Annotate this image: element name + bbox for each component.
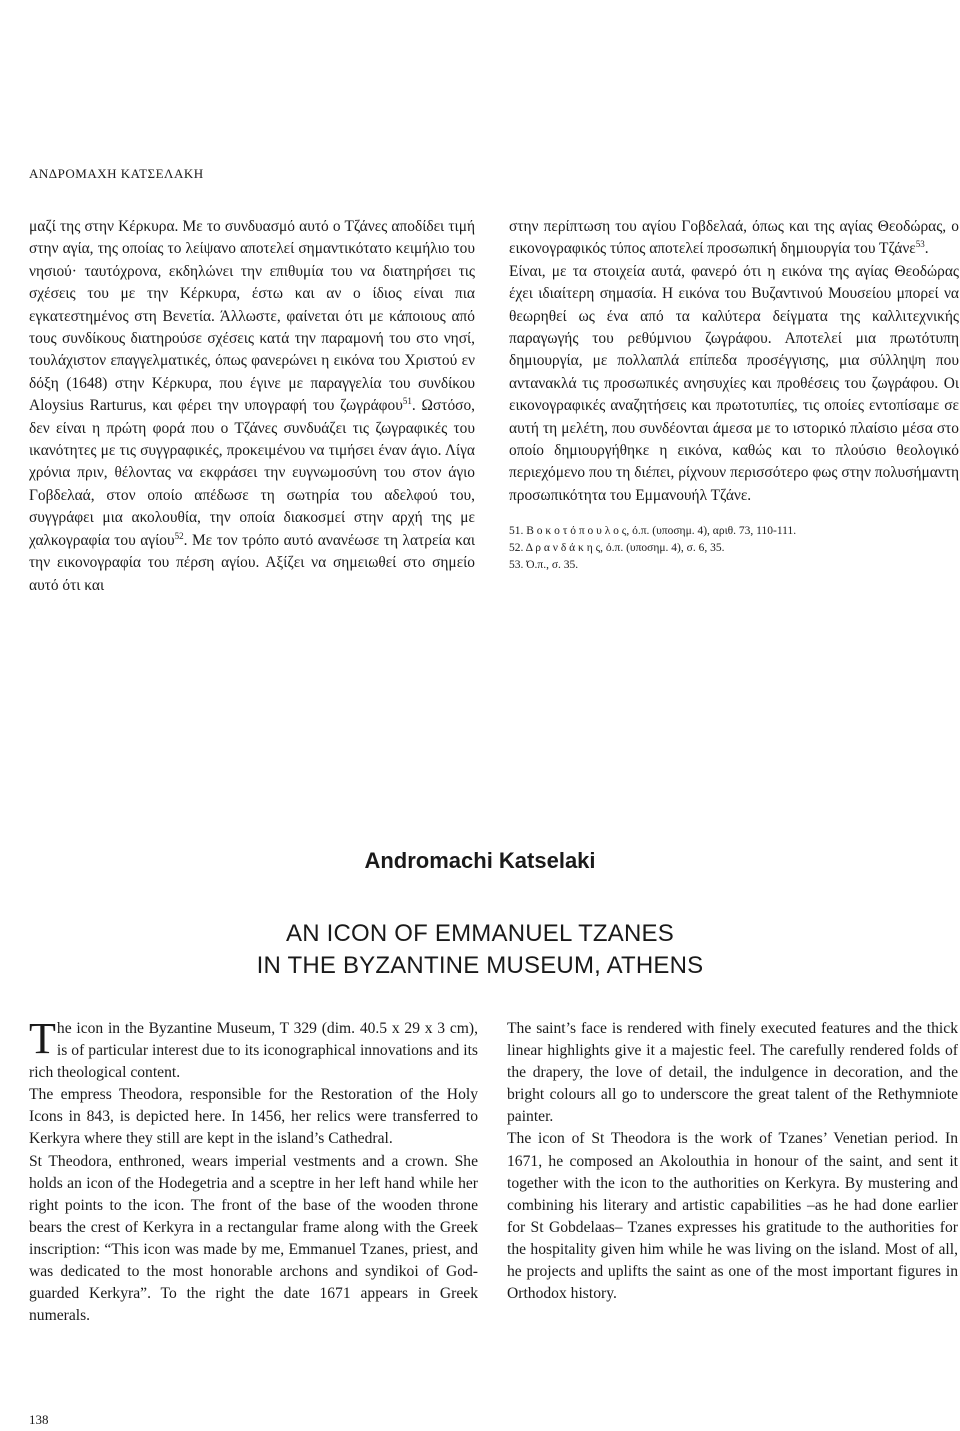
footnote-51: 51. Β ο κ ο τ ό π ο υ λ ο ς, ό.π. (υποσημ. 4), αριθ. 73, 110-111. <box>509 525 797 538</box>
greek-text-segment: στην περίπτωση του αγίου Γοβδελαά, όπως και της αγίας Θεοδώρας, ο εικονογραφικός τύπος αποτελεί προσωπική δημιουργία του Τζάνε <box>509 218 959 258</box>
english-paragraph: The icon of St Theodora is the work of Tzanes’ Venetian period. In 1671, he composed an Akolouthia in honour of the saint, and sent it together with the icon to the authorities on Kerkyra. By mustering and combining his literary and artistic capabilities –as he had done earlier for St Gobdelaas– Tzanes expresses his gratitude to the authorities for the hospitality given him while he was living on the island. Most of all, he projects and uplifts the saint as one of the most important figures in Orthodox history. <box>507 1130 958 1303</box>
english-paragraph: St Theodora, enthroned, wears imperial vestments and a crown. She holds an icon of the Hodegetria and a sceptre in her left hand while her right points to the icon. The front of the base of the wooden throne bears the crest of Kerkyra in a rectangular frame along with the Greek inscription: “This icon was made by me, Emmanuel Tzanes, priest, and was dedicated to the most honorable archons and syndikoi of God-guarded Kerkyra”. To the right the date 1671 appears in Greek numerals. <box>29 1152 478 1325</box>
page-number: 138 <box>29 1412 49 1427</box>
footnote-ref-52: 52 <box>174 530 184 541</box>
greek-text-segment: . Ωστόσο, δεν είναι η πρώτη φορά που ο Τζάνες συνδυάζει τις ζωγραφικές του ικανότητες με τις συγγραφικές, προκειμένου να τιμήσει έναν άγιο. Λίγα χρόνια πριν, θέλοντας να εκφράσει την ευγνωμοσύνη του στον άγιο Γοβδελαά, στον οποίο απέδωσε τη σωτηρία του αδελφού του, συγγράφει μια ακολουθία, την οποία διακοσμεί στην αρχή της με χαλκογραφία του αγίου <box>29 397 475 549</box>
greek-paragraph: Είναι, με τα στοιχεία αυτά, φανερό ότι η εικόνα της αγίας Θεοδώρας έχει ιδιαίτερη σημασία. Η εικόνα του Βυζαντινού Μουσείου μπορεί να θεωρηθεί ως ένα από τα καλύτερα δείγματα της καλλιτεχνικής παραγωγής του ρεθύμνιου ζωγράφου. Αποτελεί μια πρωτότυπη δημιουργία, με πολλαπλά επίπεδα προσέγγισης, μια σύλληψη που αντανακλά τις προσωπικές ανησυχίες και προθέσεις του ζωγράφου. Οι εικονογραφικές αναζητήσεις και πρωτοτυπίες, τις οποίες εντοπίσαμε σε αυτή τη μελέτη, που συνδέονται άμεσα με το ιστορικό πλαίσιο μέσα στο οποίο δημιουργήθηκε η εικόνα, καθώς και το πλούσιο θεολογικό περιεχόμενο που τη διέπει, ρίχνουν περισσότερο φως στην πολυσήμαντη προσωπικότητα του Εμμανουήλ Τζάνε. <box>509 262 959 504</box>
english-text-left-column <box>29 1014 478 1327</box>
greek-text-segment: μαζί της στην Κέρκυρα. Με το συνδυασμό αυτό ο Τζάνες αποδίδει τιμή στην αγία, της οποίας το λείψανο αποτελεί σημαντικότατο κειμήλιο του νησιού· ταυτόχρονα, εκδηλώνει την επιθυμία του να διατηρήσει τις σχέσεις του με την Κέρκυρα, έστω και αν ο ίδιος είναι πια εγκατεστημένος στη Βενετία. Άλλωστε, φαίνεται ότι με κάποιους από τους συνδίκους διατηρούσε σχέσεις κατά την παραμονή του στο νησί, τουλάχιστον επαγγελματικές, όπως φανερώνει η εικόνα του Χριστού εν δόξη (1648) στην Κέρκυρα, που έγινε με παραγγελία του συνδίκου Aloysius Rarturus, και φέρει την υπογραφή του ζωγράφου <box>29 218 475 415</box>
footnotes <box>509 523 959 574</box>
greek-text-segment: . <box>924 240 929 258</box>
footnote-ref-51: 51 <box>402 396 412 407</box>
footnote-52: 52. Δ ρ α ν δ ά κ η ς, ό.π. (υποσημ. 4), σ. 6, 35. <box>509 542 725 555</box>
footnote-53: 53. Ό.π., σ. 35. <box>509 559 579 572</box>
greek-text-right-column <box>509 216 959 574</box>
greek-text-left-column <box>29 216 475 597</box>
greek-text-segment: . Με τον τρόπο αυτό ανανέωσε τη λατρεία και την εικονογραφία του πέρση αγίου. Αξίζει να σημειωθεί στο σημείο αυτό ότι και <box>29 531 475 594</box>
summary-author: Andromachi Katselaki <box>364 848 596 873</box>
footnote-ref-53: 53 <box>915 239 925 250</box>
running-head: ΑΝΔΡΟΜΑΧΗ ΚΑΤΣΕΛΑΚΗ <box>29 166 204 181</box>
english-text-segment: he icon in the Byzantine Museum, T 329 (dim. 40.5 x 29 x 3 cm), is of particular interest due to its iconographical innovations and its rich theological content. <box>29 1020 478 1082</box>
english-paragraph: The saint’s face is rendered with finely executed features and the thick linear highlights give it a majestic feel. The carefully rendered folds of the drapery, the love of detail, the indulgence in decoration, and the bright colours all go to underscore the great talent of the Rethymniote painter. <box>507 1020 958 1126</box>
drop-cap: T <box>29 1014 56 1063</box>
english-text-right-column <box>507 1018 958 1305</box>
greek-paragraph <box>29 216 475 597</box>
english-paragraph: The empress Theodora, responsible for the Restoration of the Holy Icons in 843, is depicted here. In 1456, her relics were transferred to Kerkyra where they still are kept in the island’s Cathedral. <box>29 1086 478 1148</box>
summary-title <box>0 918 960 982</box>
summary-title-line: AN ICON OF EMMANUEL TZANES <box>286 920 674 947</box>
english-paragraph <box>29 1014 478 1084</box>
greek-paragraph <box>509 216 959 261</box>
summary-title-line: IN THE BYZANTINE MUSEUM, ATHENS <box>256 952 704 979</box>
